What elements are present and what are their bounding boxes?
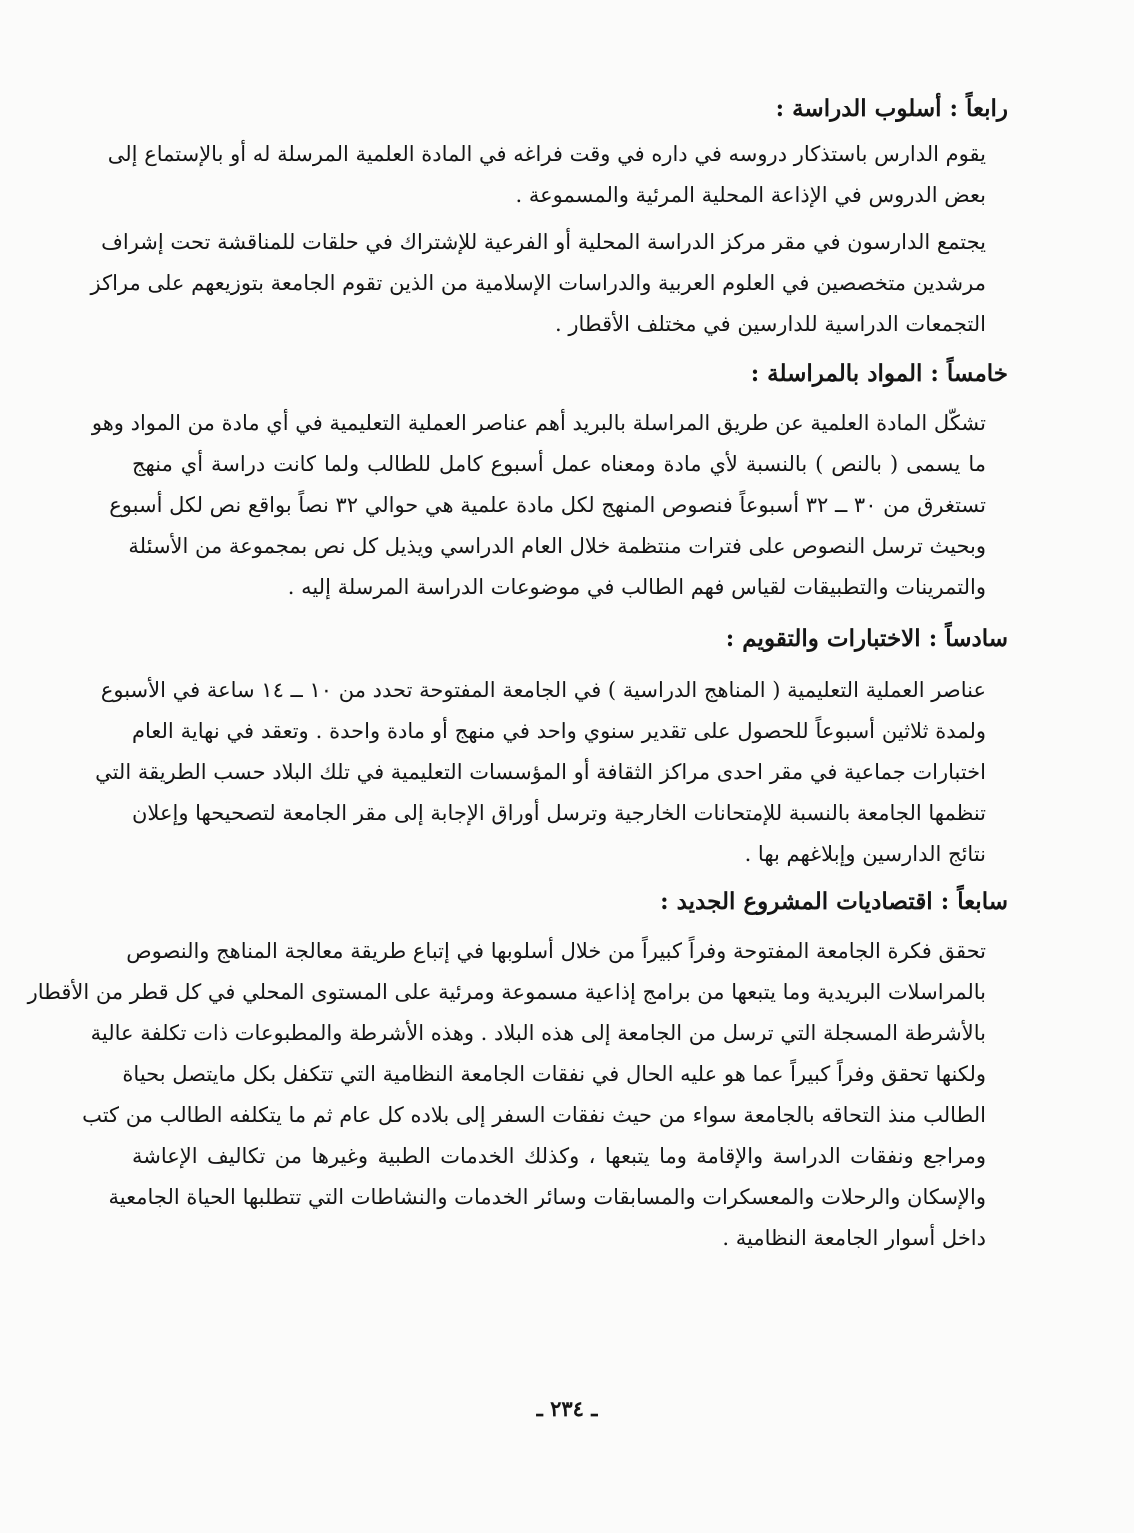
text-line: تستغرق من ٣٠ ــ ٣٢ أسبوعاً فنصوص المنهج لكل مادة علمية هي حوالي ٣٢ نصاً بواقع نص لكل أسبوع [109,493,986,517]
section-heading: خامساً : المواد بالمراسلة : [750,360,1008,387]
paragraph [91,403,1008,608]
text-line: تنظمها الجامعة بالنسبة للإمتحانات الخارجية وترسل أوراق الإجابة إلى مقر الجامعة لتصحيحها وإعلان [132,801,986,825]
section-heading: سابعاً : اقتصاديات المشروع الجديد : [660,888,1008,915]
text-line: ومراجع ونفقات الدراسة والإقامة وما يتبعها ، وكذلك الخدمات الطبية وغيرها من تكاليف الإعاشة [132,1144,986,1168]
text-line: بالمراسلات البريدية وما يتبعها من برامج إذاعية مسموعة ومرئية على المستوى المحلي في كل قطر من الأقطار [27,980,986,1004]
paragraph [27,931,1008,1259]
text-line: ولكنها تحقق وفراً كبيراً عما هو عليه الحال في نفقات الجامعة النظامية التي تتكفل بكل مايتصل بحياة [122,1062,986,1086]
text-line: داخل أسوار الجامعة النظامية . [722,1226,986,1250]
paragraph [90,222,1008,345]
text-line: مرشدين متخصصين في العلوم العربية والدراسات الإسلامية من الذين تقوم الجامعة بتوزيعهم على مراكز [90,271,986,295]
section-heading: رابعاً : أسلوب الدراسة : [775,95,1008,122]
text-line: اختبارات جماعية في مقر احدى مراكز الثقافة أو المؤسسات التعليمية في تلك البلاد حسب الطريقة التي [95,760,986,784]
text-line: يجتمع الدارسون في مقر مركز الدراسة المحلية أو الفرعية للإشتراك في حلقات للمناقشة تحت إشراف [101,230,986,254]
text-line: تشكّل المادة العلمية عن طريق المراسلة بالبريد أهم عناصر العملية التعليمية في أي مادة من المواد وهو [91,411,986,435]
text-line: ما يسمى ( بالنص ) بالنسبة لأي مادة ومعناه عمل أسبوع كامل للطالب ولما كانت دراسة أي منهج [132,452,986,476]
document-page [27,86,1008,1259]
text-line: نتائج الدارسين وإبلاغهم بها . [744,842,986,866]
page-number: ـ ٢٣٤ ـ [536,1396,598,1421]
text-line: يقوم الدارس باستذكار دروسه في داره في وقت فراغه في المادة العلمية المرسلة له أو بالإستماع إلى [107,142,986,166]
text-line: بالأشرطة المسجلة التي ترسل من الجامعة إلى هذه البلاد . وهذه الأشرطة والمطبوعات ذات تكلفة عالية [90,1021,986,1045]
text-line: تحقق فكرة الجامعة المفتوحة وفراً كبيراً من خلال أسلوبها في إتباع طريقة معالجة المناهج والنصوص [126,939,986,963]
text-line: الطالب منذ التحاقه بالجامعة سواء من حيث نفقات السفر إلى بلاده كل عام ثم ما يتكلفه الطالب من كتب [82,1103,986,1127]
paragraph [107,134,1008,216]
text-line: وبحيث ترسل النصوص على فترات منتظمة خلال العام الدراسي ويذيل كل نص بمجموعة من الأسئلة [128,534,986,558]
text-line: التجمعات الدراسية للدارسين في مختلف الأقطار . [555,312,986,336]
text-line: عناصر العملية التعليمية ( المناهج الدراسية ) في الجامعة المفتوحة تحدد من ١٠ ــ ١٤ ساعة في الأسبوع [100,678,986,702]
text-line: والإسكان والرحلات والمعسكرات والمسابقات وسائر الخدمات والنشاطات التي تتطلبها الحياة الجامعية [108,1185,986,1209]
text-line: ولمدة ثلاثين أسبوعاً للحصول على تقدير سنوي واحد في منهج أو مادة واحدة . وتعقد في نهاية العام [132,719,986,743]
section-heading: سادساً : الاختبارات والتقويم : [725,625,1008,652]
text-line: بعض الدروس في الإذاعة المحلية المرئية والمسموعة . [515,183,986,207]
paragraph [95,670,1008,875]
text-line: والتمرينات والتطبيقات لقياس فهم الطالب في موضوعات الدراسة المرسلة إليه . [287,575,986,599]
